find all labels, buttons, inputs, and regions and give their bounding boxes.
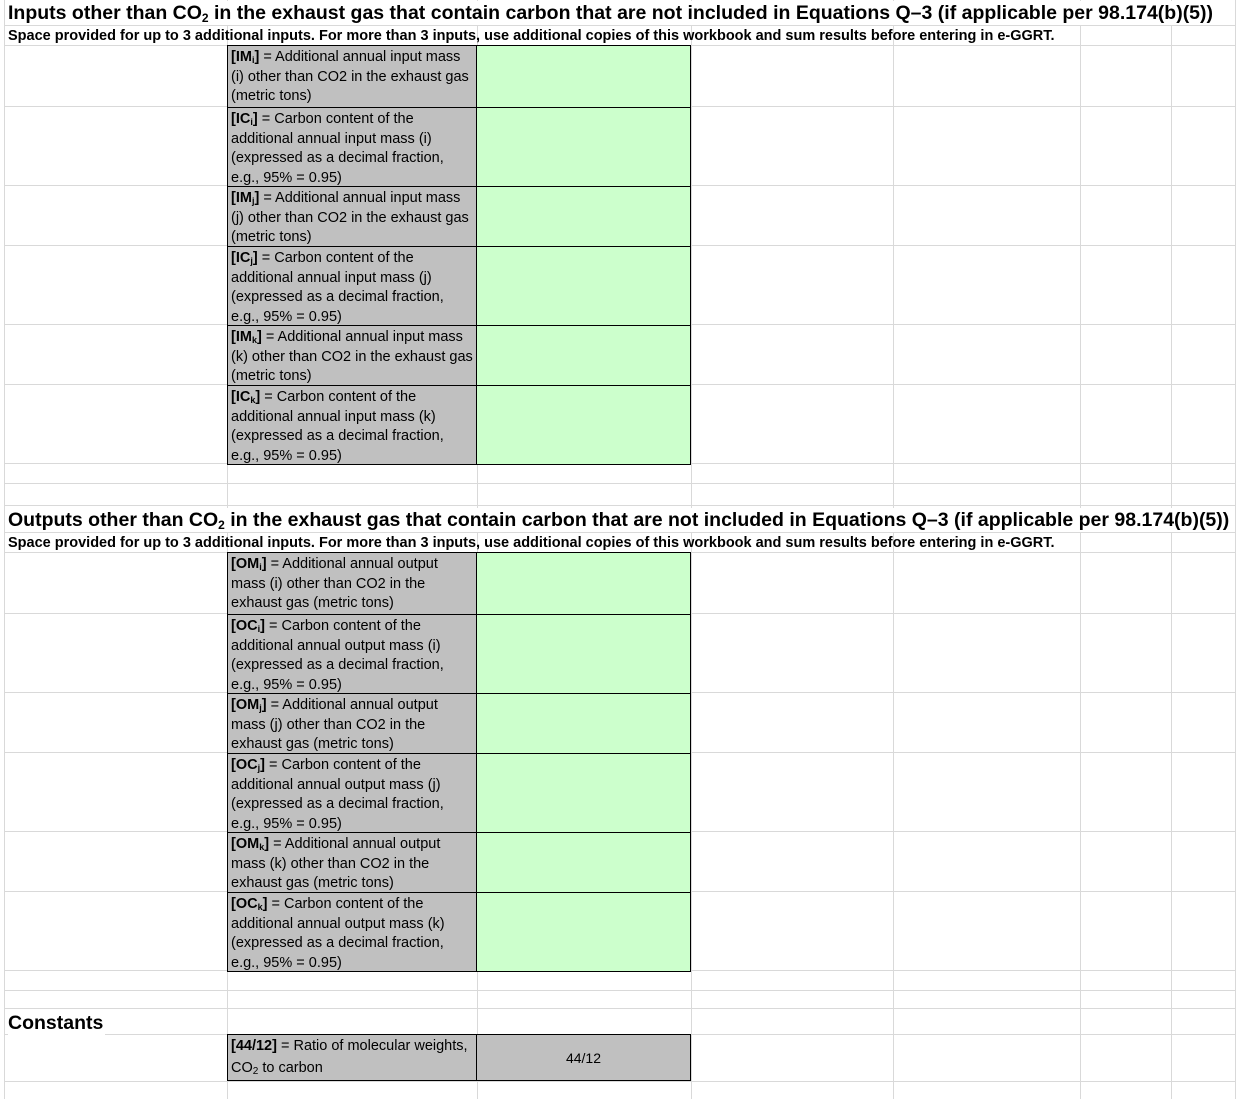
var-close: ] xyxy=(252,111,258,127)
var-name: [IM xyxy=(231,49,252,65)
var-close: ] xyxy=(254,49,260,65)
var-name: [OM xyxy=(231,836,260,852)
input-row-im-j xyxy=(228,186,690,246)
outputs-table xyxy=(227,552,691,972)
var-description: = Additional annual input mass (i) other than CO2 in the exhaust gas (metric tons) xyxy=(231,49,469,105)
output-cell-oc-k[interactable] xyxy=(477,893,690,971)
output-label-om-j xyxy=(228,694,477,753)
var-subscript: i xyxy=(251,55,255,65)
var-close: ] xyxy=(260,618,265,634)
inputs-title-part2: in the exhaust gas that contain carbon that are not included in Equations Q–3 (if applicable per 98.174(b)(5)) xyxy=(208,2,1214,24)
constants-table xyxy=(227,1034,691,1081)
inputs-table xyxy=(227,45,691,465)
outputs-title-subscript: 2 xyxy=(218,518,225,532)
var-name: [OC xyxy=(231,618,258,634)
var-description: = Additional annual output mass (j) other than CO2 in the exhaust gas (metric tons) xyxy=(231,697,438,753)
var-description: = Additional annual output mass (k) other than CO2 in the exhaust gas (metric tons) xyxy=(231,836,441,892)
output-field-om-k[interactable] xyxy=(477,833,690,892)
var-description: = Carbon content of the additional annual output mass (k) (expressed as a decimal fraction, e.g., 95% = 0.95) xyxy=(231,896,445,971)
input-label-im-k xyxy=(228,326,477,385)
var-name: [IM xyxy=(231,190,252,206)
var-name: [OM xyxy=(231,697,260,713)
output-label-oc-j xyxy=(228,754,477,832)
var-description: = Carbon content of the additional annual output mass (i) (expressed as a decimal fraction, e.g., 95% = 0.95) xyxy=(231,618,444,693)
var-name: [OC xyxy=(231,896,258,912)
var-close: ] xyxy=(252,250,258,266)
input-row-im-k xyxy=(228,325,690,385)
input-row-im-i xyxy=(228,46,690,107)
output-label-oc-k xyxy=(228,893,477,971)
input-field-ic-i[interactable] xyxy=(477,108,690,186)
output-row-om-k xyxy=(228,832,690,892)
output-row-oc-k xyxy=(228,892,690,971)
output-label-om-i xyxy=(228,553,477,614)
var-subscript: i xyxy=(259,562,262,572)
var-close: ] xyxy=(256,329,262,345)
input-row-ic-j xyxy=(228,246,690,325)
var-description: = Carbon content of the additional annual input mass (i) (expressed as a decimal fraction, e.g., 95% = 0.95) xyxy=(231,111,444,186)
outputs-title-part2: in the exhaust gas that contain carbon that are not included in Equations Q–3 (if applicable per 98.174(b)(5)) xyxy=(224,509,1230,531)
output-cell-oc-i[interactable] xyxy=(477,615,690,693)
output-label-om-k xyxy=(228,833,477,892)
input-field-ic-k[interactable] xyxy=(477,386,690,464)
var-close: ] xyxy=(255,389,261,405)
output-cell-om-k[interactable] xyxy=(477,833,690,892)
constant-row-44-12 xyxy=(228,1035,690,1080)
input-cell-ic-j[interactable] xyxy=(477,247,690,325)
input-label-ic-k xyxy=(228,386,477,464)
var-description: = Additional annual input mass (k) other than CO2 in the exhaust gas (metric tons) xyxy=(231,329,473,385)
var-name: [IC xyxy=(231,111,251,127)
constant-value-44-12: 44/12 xyxy=(477,1035,690,1080)
output-field-oc-i[interactable] xyxy=(477,615,690,693)
outputs-title-part1: Outputs other than CO xyxy=(8,509,219,531)
output-label-oc-i xyxy=(228,615,477,693)
var-close: ] xyxy=(262,896,268,912)
output-row-om-j xyxy=(228,693,690,753)
output-cell-om-j[interactable] xyxy=(477,694,690,753)
outputs-section-title xyxy=(8,508,1231,532)
var-close: ] xyxy=(261,697,267,713)
input-label-ic-i xyxy=(228,108,477,186)
var-name: [OC xyxy=(231,757,258,773)
output-cell-om-i[interactable] xyxy=(477,553,690,614)
var-subscript: j xyxy=(259,703,262,713)
var-subscript: i xyxy=(250,117,253,127)
input-label-ic-j xyxy=(228,247,477,325)
input-row-ic-i xyxy=(228,107,690,186)
constants-heading: Constants xyxy=(8,1012,104,1034)
constant-var-name: [44/12] xyxy=(231,1038,277,1054)
inputs-section-note: Space provided for up to 3 additional inputs. For more than 3 inputs, use additional copies of this workbook and sum results before entering in e-GGRT. xyxy=(8,28,1055,44)
var-description: = Carbon content of the additional annual input mass (k) (expressed as a decimal fraction, e.g., 95% = 0.95) xyxy=(231,389,444,464)
var-subscript: k xyxy=(259,842,265,852)
constant-desc-subscript: 2 xyxy=(252,1066,259,1077)
var-subscript: j xyxy=(250,256,253,266)
input-cell-im-k[interactable] xyxy=(477,326,690,385)
var-description: = Carbon content of the additional annual output mass (j) (expressed as a decimal fraction, e.g., 95% = 0.95) xyxy=(231,757,444,832)
output-field-oc-k[interactable] xyxy=(477,893,690,971)
var-description: = Additional annual output mass (i) other than CO2 in the exhaust gas (metric tons) xyxy=(231,556,438,612)
var-subscript: k xyxy=(251,335,257,345)
constant-desc-part1: = Ratio of molecular weights, CO xyxy=(231,1038,468,1076)
input-label-im-i xyxy=(228,46,477,107)
var-name: [IC xyxy=(231,389,251,405)
var-name: [IM xyxy=(231,329,252,345)
var-close: ] xyxy=(261,556,267,572)
var-description: = Carbon content of the additional annual input mass (j) (expressed as a decimal fraction, e.g., 95% = 0.95) xyxy=(231,250,444,325)
input-field-im-j[interactable] xyxy=(477,187,690,246)
var-subscript: k xyxy=(257,902,263,912)
var-subscript: i xyxy=(257,624,261,634)
var-close: ] xyxy=(254,190,260,206)
output-field-oc-j[interactable] xyxy=(477,754,690,832)
input-label-im-j xyxy=(228,187,477,246)
output-row-om-i xyxy=(228,553,690,614)
inputs-title-subscript: 2 xyxy=(201,11,209,25)
input-cell-im-i[interactable] xyxy=(477,46,690,107)
output-cell-oc-j[interactable] xyxy=(477,754,690,832)
output-row-oc-j xyxy=(228,753,690,832)
var-subscript: j xyxy=(257,763,261,773)
var-close: ] xyxy=(260,757,265,773)
constant-desc-part2: to carbon xyxy=(258,1060,323,1076)
output-row-oc-i xyxy=(228,614,690,693)
var-name: [OM xyxy=(231,556,260,572)
var-name: [IC xyxy=(231,250,251,266)
outputs-section-note: Space provided for up to 3 additional inputs. For more than 3 inputs, use additional copies of this workbook and sum results before entering in e-GGRT. xyxy=(8,535,1055,551)
var-subscript: j xyxy=(251,196,255,206)
constant-label-44-12 xyxy=(228,1035,477,1080)
var-close: ] xyxy=(264,836,270,852)
input-field-im-k[interactable] xyxy=(477,326,690,385)
output-field-om-j[interactable] xyxy=(477,694,690,753)
inputs-title-part1: Inputs other than CO xyxy=(8,2,202,24)
input-row-ic-k xyxy=(228,385,690,464)
output-field-om-i[interactable] xyxy=(477,553,690,614)
input-cell-ic-k[interactable] xyxy=(477,386,690,464)
input-field-ic-j[interactable] xyxy=(477,247,690,325)
input-cell-ic-i[interactable] xyxy=(477,108,690,186)
input-cell-im-j[interactable] xyxy=(477,187,690,246)
input-field-im-i[interactable] xyxy=(477,46,690,107)
var-subscript: k xyxy=(250,395,256,405)
var-description: = Additional annual input mass (j) other than CO2 in the exhaust gas (metric tons) xyxy=(231,190,469,246)
inputs-section-title xyxy=(8,1,1215,25)
